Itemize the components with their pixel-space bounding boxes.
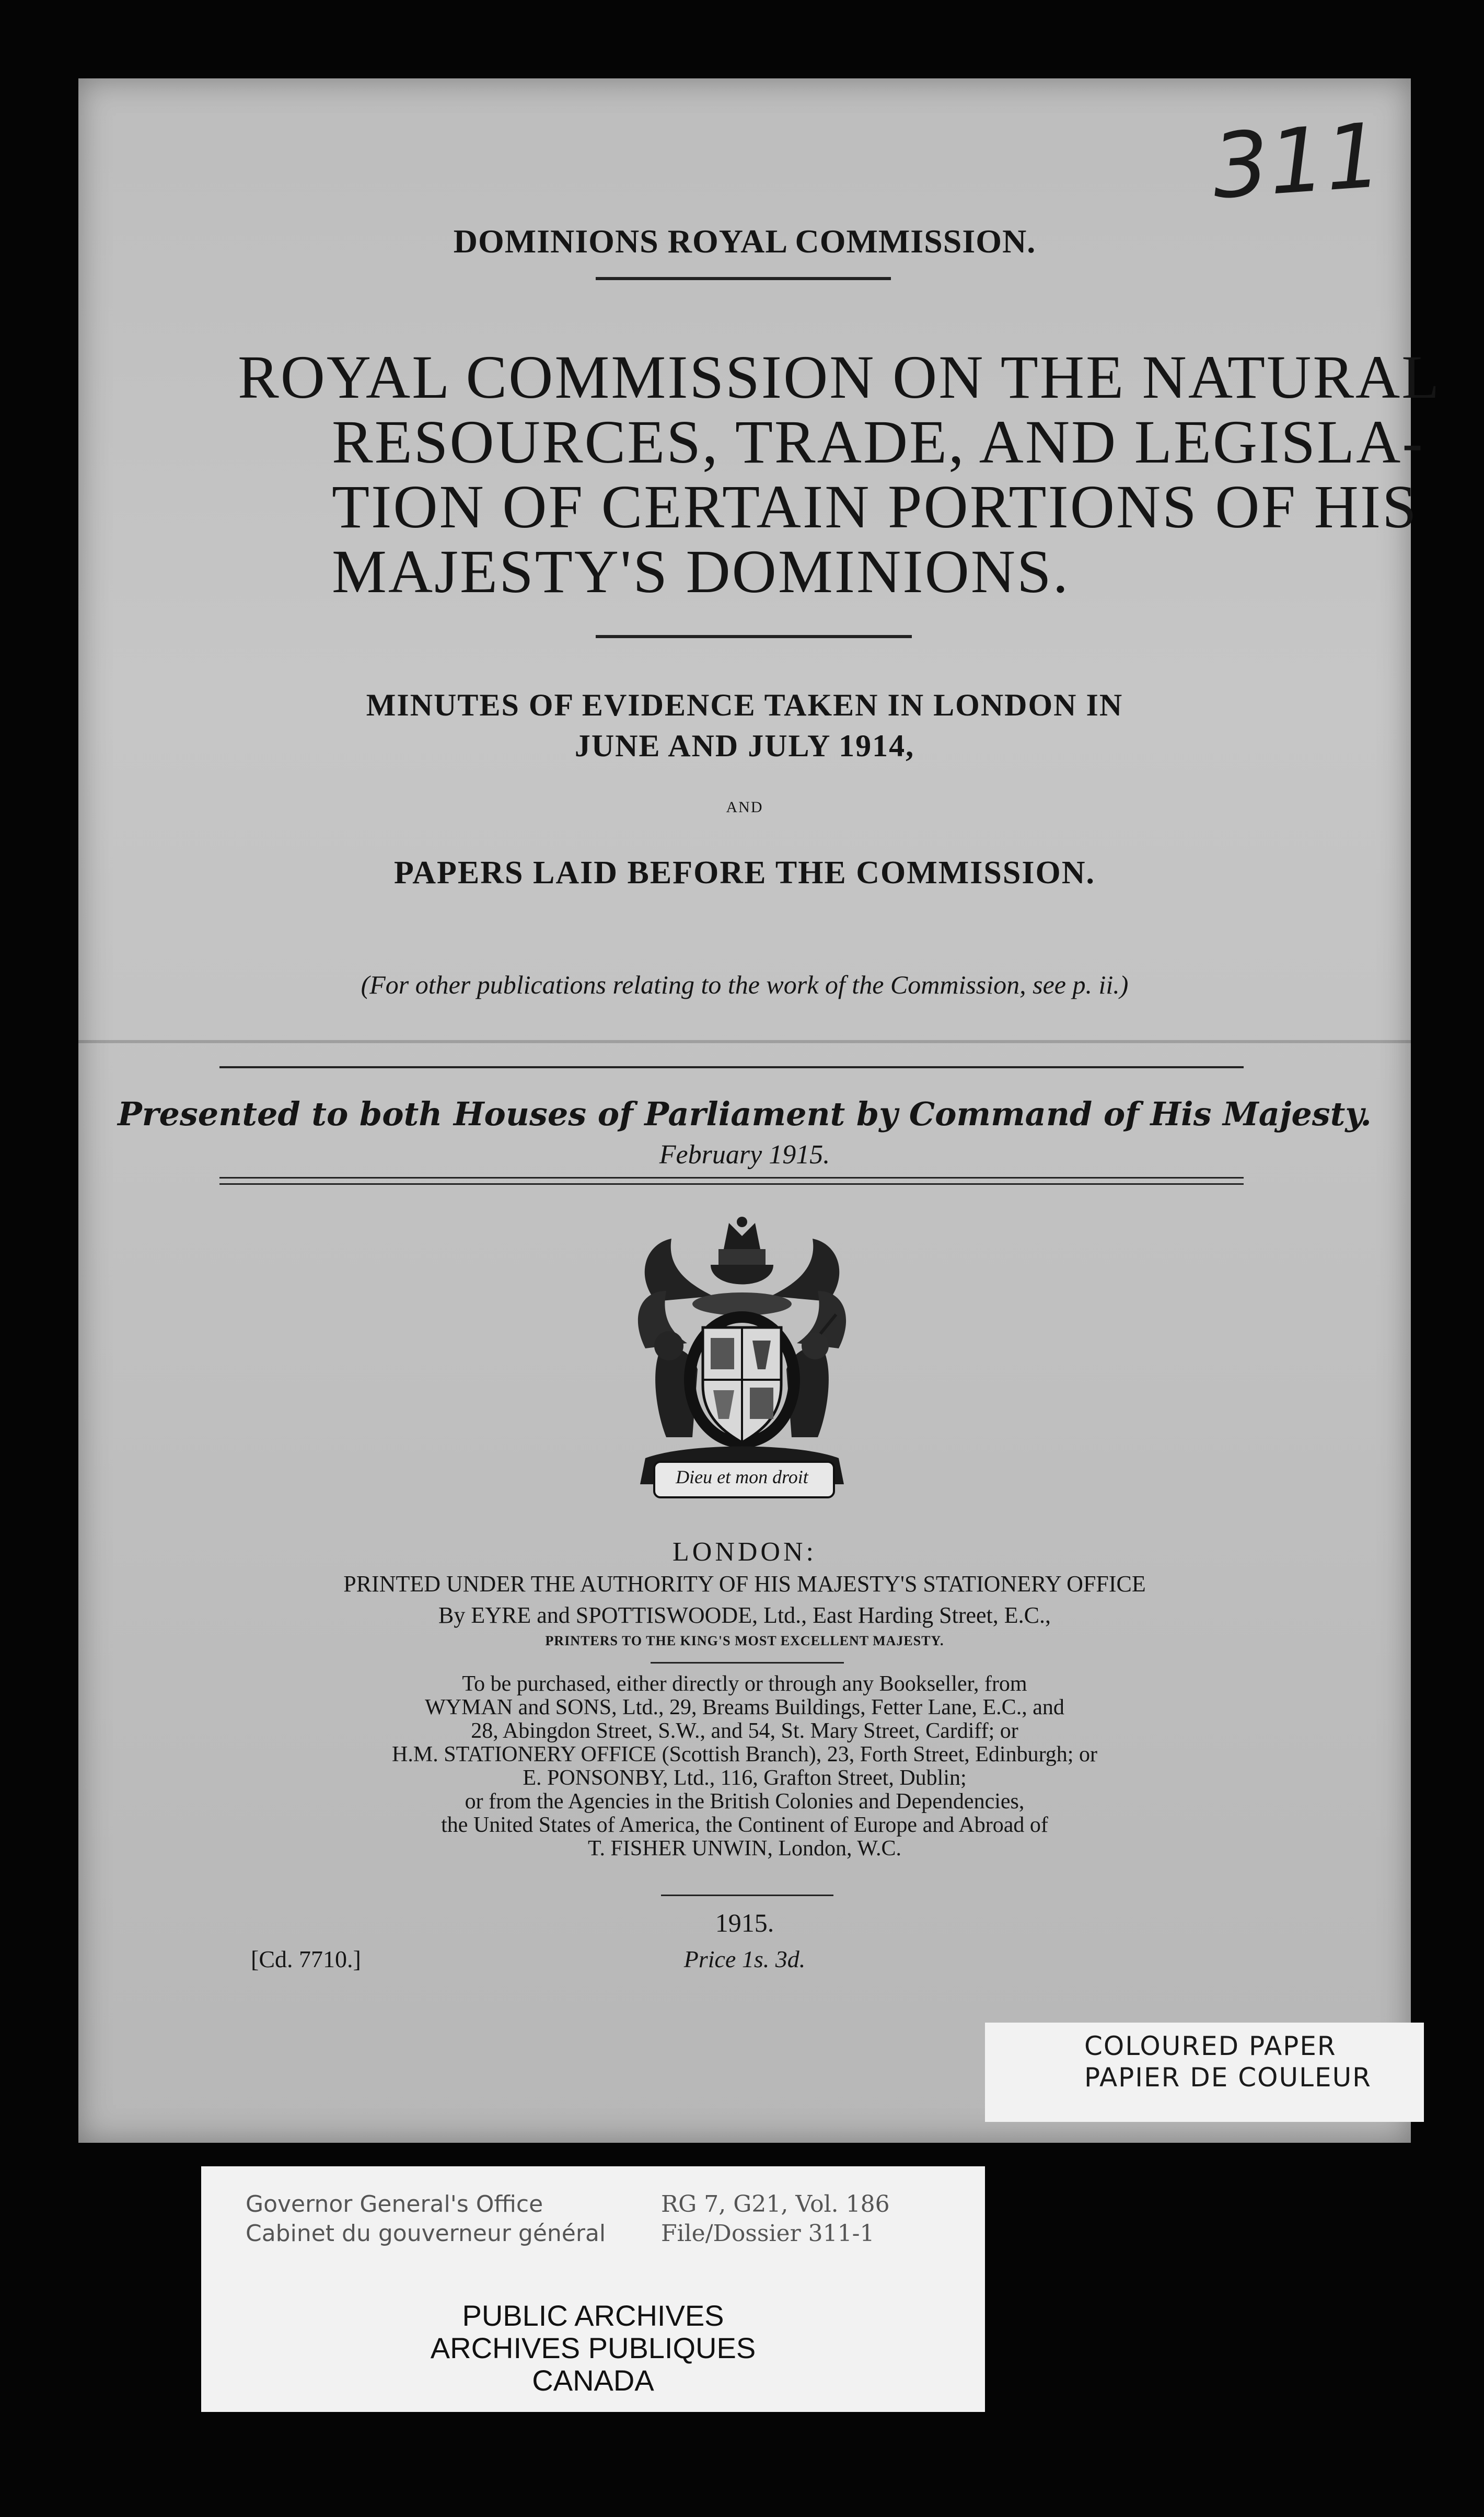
- public-archives-fr: ARCHIVES PUBLIQUES: [430, 2331, 756, 2364]
- public-archives-en: PUBLIC ARCHIVES: [462, 2299, 724, 2332]
- title-rule: [596, 635, 912, 638]
- publications-note: (For other publications relating to the work of the Commission, see p. ii.): [361, 970, 1129, 999]
- purchase-line: H.M. STATIONERY OFFICE (Scottish Branch), 23, Forth Street, Edinburgh; or: [392, 1742, 1097, 1766]
- coloured-label-en: COLOURED PAPER: [1084, 2031, 1337, 2061]
- purchase-line: E. PONSONBY, Ltd., 116, Grafton Street, Dublin;: [523, 1766, 967, 1790]
- printed-line: PRINTED UNDER THE AUTHORITY OF HIS MAJESTY'S STATIONERY OFFICE: [343, 1571, 1146, 1597]
- header-title: DOMINIONS ROYAL COMMISSION.: [453, 223, 1036, 260]
- price: Price 1s. 3d.: [683, 1946, 806, 1972]
- office-block: [246, 2190, 606, 2248]
- title-line: TION OF CERTAIN PORTIONS OF HIS: [332, 472, 1418, 541]
- printers-line: PRINTERS TO THE KING'S MOST EXCELLENT MAJESTY.: [545, 1633, 944, 1648]
- reference-line: File/Dossier 311-1: [661, 2220, 875, 2247]
- purchase-line: T. FISHER UNWIN, London, W.C.: [587, 1837, 902, 1861]
- purchase-line: or from the Agencies in the British Colonies and Dependencies,: [465, 1789, 1025, 1814]
- title-line: ROYAL COMMISSION ON THE NATURAL: [238, 343, 1441, 411]
- title-line: RESOURCES, TRADE, AND LEGISLA-: [332, 408, 1424, 476]
- minutes-line: JUNE AND JULY 1914,: [574, 729, 915, 763]
- office-en: Governor General's Office: [246, 2191, 543, 2218]
- imprint-rule: [651, 1662, 844, 1664]
- reference-block: [661, 2190, 890, 2248]
- reference-line: RG 7, G21, Vol. 186: [661, 2191, 890, 2218]
- purchase-block: [78, 1672, 1411, 1861]
- purchase-line: 28, Abingdon Street, S.W., and 54, St. Mary Street, Cardiff; or: [471, 1719, 1018, 1743]
- presented-rule-bottom-2: [219, 1183, 1244, 1185]
- london-line: LONDON:: [673, 1537, 817, 1567]
- minutes-line: MINUTES OF EVIDENCE TAKEN IN LONDON IN: [366, 688, 1123, 722]
- fold-line: [78, 1040, 1411, 1043]
- papers-line: PAPERS LAID BEFORE THE COMMISSION.: [393, 855, 1096, 891]
- year-rule: [661, 1895, 833, 1896]
- purchase-line: the United States of America, the Continent of Europe and Abroad of: [441, 1813, 1048, 1837]
- minutes-block: [78, 685, 1411, 766]
- title-line: MAJESTY'S DOMINIONS.: [332, 537, 1070, 606]
- presented-rule-bottom-1: [219, 1177, 1244, 1179]
- handwritten-number: 311: [1209, 103, 1385, 220]
- public-archives-country: CANADA: [532, 2364, 654, 2397]
- and-text: AND: [726, 799, 763, 816]
- year: 1915.: [715, 1908, 774, 1937]
- presented-line: Presented to both Houses of Parliament by Command of His Majesty.: [118, 1095, 1372, 1133]
- office-fr: Cabinet du gouverneur général: [246, 2220, 606, 2247]
- presented-rule-top: [219, 1066, 1244, 1068]
- motto-text: Dieu et mon droit: [676, 1467, 808, 1487]
- coloured-paper-text: [1084, 2030, 1372, 2093]
- header-rule: [596, 277, 891, 280]
- main-title: [238, 345, 1441, 604]
- purchase-line: WYMAN and SONS, Ltd., 29, Breams Buildings, Fetter Lane, E.C., and: [425, 1695, 1064, 1719]
- purchase-line: To be purchased, either directly or through any Bookseller, from: [462, 1672, 1027, 1696]
- coloured-label-fr: PAPIER DE COULEUR: [1084, 2062, 1372, 2093]
- date-line: February 1915.: [659, 1140, 830, 1170]
- by-line: By EYRE and SPOTTISWOODE, Ltd., East Harding Street, E.C.,: [438, 1602, 1051, 1628]
- cd-number: [Cd. 7710.]: [251, 1946, 361, 1972]
- public-archives-block: [201, 2300, 985, 2397]
